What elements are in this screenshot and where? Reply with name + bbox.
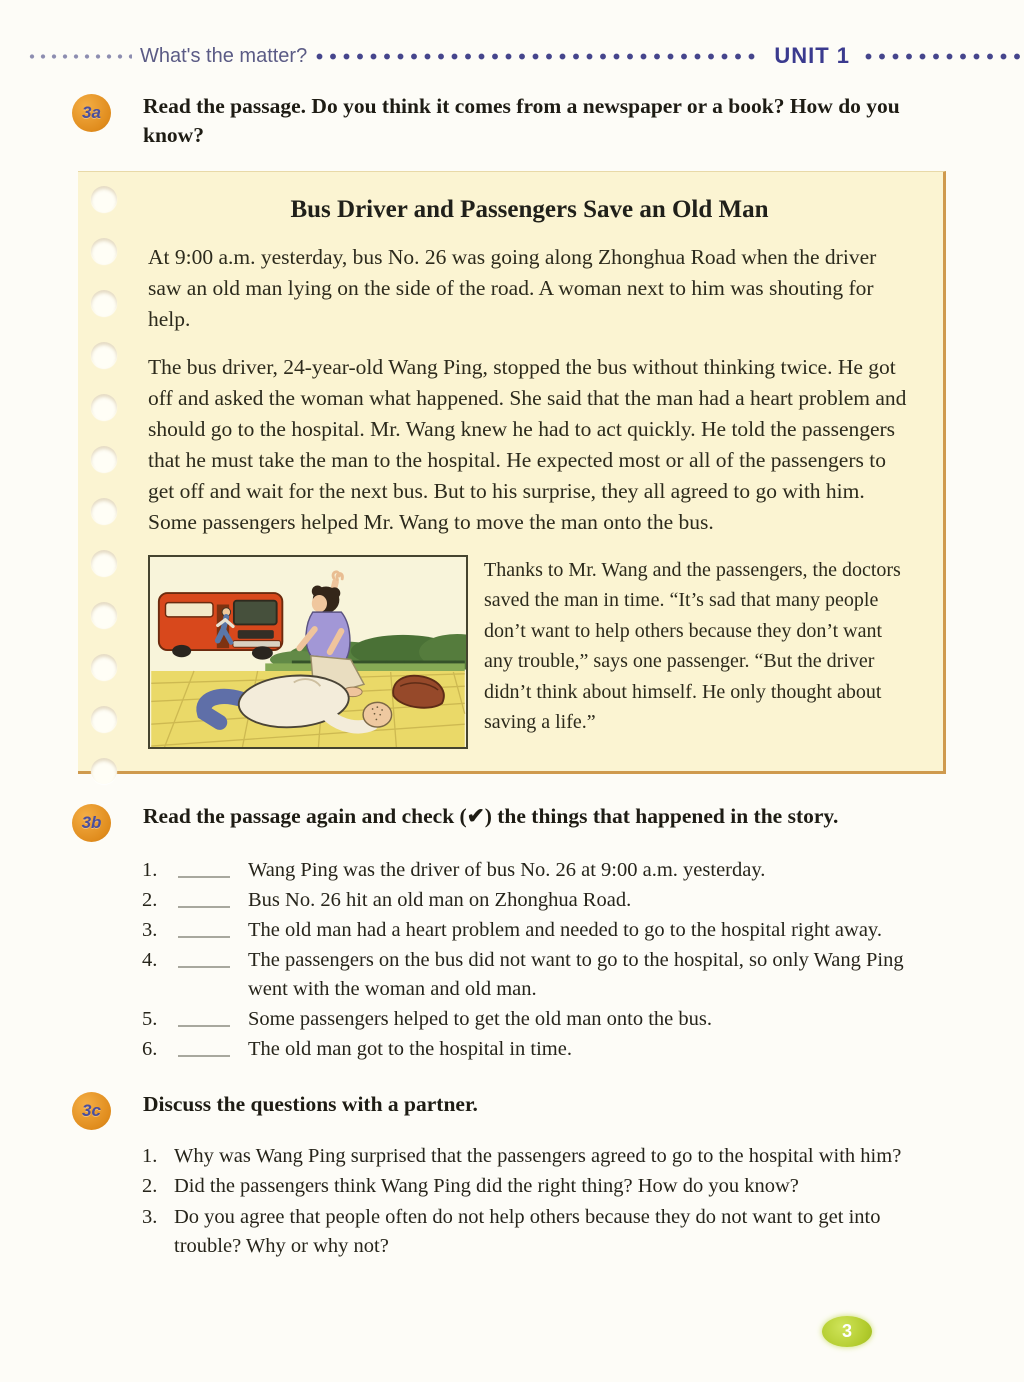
question-item	[142, 1172, 1024, 1202]
item-text: The old man got to the hospital in time.	[248, 1037, 572, 1060]
answer-blank	[178, 916, 230, 938]
unit-label: UNIT 1	[774, 43, 850, 68]
header-dots-left	[28, 52, 132, 61]
passage-paragraph-2: The bus driver, 24-year-old Wang Ping, stopped the bus without thinking twice. He got off and asked the woman what happened. She said that the man had a heart problem and should go to the hospital. Mr. Wang knew he had to act quickly. He told the passengers that he must take the man to the hospital. He expected most or all of the passengers to get off and wait for the next bus. But to his surprise, they all agreed to go with him. Some passengers helped Mr. Wang to move the man onto the bus.	[148, 354, 907, 534]
section-3c-instruction: Discuss the questions with a partner.	[143, 1091, 478, 1116]
checklist-item	[142, 886, 1024, 915]
item-number: 4.	[142, 948, 158, 971]
section-3c	[72, 1090, 964, 1130]
binder-hole	[91, 446, 117, 472]
question-item	[142, 1142, 1024, 1172]
question-number: 1.	[142, 1144, 158, 1167]
binder-hole	[91, 706, 117, 732]
item-text: Wang Ping was the driver of bus No. 26 at 9:00 a.m. yesterday.	[248, 858, 766, 881]
item-text: The old man had a heart problem and needed to go to the hospital right away.	[248, 918, 882, 941]
binder-hole	[91, 758, 117, 784]
item-text: Bus No. 26 hit an old man on Zhonghua Road.	[248, 888, 632, 911]
item-number: 1.	[142, 858, 158, 881]
binder-hole	[91, 550, 117, 576]
item-number: 3.	[142, 918, 158, 941]
discussion-questions	[142, 1142, 1024, 1262]
item-text: Some passengers helped to get the old man onto the bus.	[248, 1007, 713, 1030]
question-text: Did the passengers think Wang Ping did the right thing? How do you know?	[174, 1175, 799, 1198]
passage-paragraph-3: Thanks to Mr. Wang and the passengers, the doctors saved the man in time. “It’s sad that many people don’t want to help others because they don’t want any trouble,” says one passenger. “But the driver didn’t think about himself. He only thought about saving a life.”	[484, 558, 901, 734]
binder-hole	[91, 342, 117, 368]
binder-hole	[91, 394, 117, 420]
question-text: Why was Wang Ping surprised that the passengers agreed to go to the hospital with him?	[174, 1144, 902, 1167]
binder-hole	[91, 654, 117, 680]
section-3b-instruction: Read the passage again and check (✔) the things that happened in the story.	[143, 803, 839, 828]
answer-blank	[178, 886, 230, 908]
section-3a-instruction: Read the passage. Do you think it comes from a newspaper or a book? How do you know?	[143, 94, 900, 148]
checklist-item	[142, 946, 1024, 1004]
passage-title: Bus Driver and Passengers Save an Old Man	[290, 195, 769, 223]
answer-blank	[178, 946, 230, 968]
passage-paragraph-1: At 9:00 a.m. yesterday, bus No. 26 was going along Zhonghua Road when the driver saw an old man lying on the side of the road. A woman next to him was shouting for help.	[148, 244, 877, 331]
item-number: 2.	[142, 888, 158, 911]
checklist-item	[142, 856, 1024, 885]
answer-blank	[178, 856, 230, 878]
passage-figure-row	[148, 555, 911, 749]
binder-hole	[91, 238, 117, 264]
binder-hole	[91, 602, 117, 628]
page-header-title: What's the matter?	[140, 44, 308, 67]
page-header	[0, 0, 1024, 70]
section-3b-badge: 3b	[72, 804, 111, 842]
bus-rescue-illustration	[148, 555, 468, 749]
binder-hole	[91, 186, 117, 212]
page-number-badge: 3	[822, 1316, 872, 1347]
section-3a	[72, 92, 964, 151]
binder-hole	[91, 498, 117, 524]
item-number: 6.	[142, 1037, 158, 1060]
item-text: The passengers on the bus did not want to go to the hospital, so only Wang Ping went with the woman and old man.	[248, 948, 904, 1000]
header-dots-right	[864, 52, 1024, 61]
question-number: 3.	[142, 1205, 158, 1228]
checklist-item	[142, 1035, 1024, 1064]
checklist	[142, 856, 1024, 1064]
bus-rescue-scene-svg	[150, 557, 466, 747]
question-text: Do you agree that people often do not help others because they do not want to get into trouble? Why or why not?	[174, 1205, 881, 1258]
reading-passage-card	[78, 171, 946, 774]
header-dots-middle	[315, 52, 760, 61]
answer-blank	[178, 1005, 230, 1027]
binder-hole	[91, 290, 117, 316]
checklist-item	[142, 916, 1024, 945]
question-item	[142, 1203, 1024, 1262]
section-3a-badge: 3a	[72, 94, 111, 132]
checklist-item	[142, 1005, 1024, 1034]
item-number: 5.	[142, 1007, 158, 1030]
section-3b	[72, 802, 964, 842]
section-3c-badge: 3c	[72, 1092, 111, 1130]
question-number: 2.	[142, 1175, 158, 1198]
answer-blank	[178, 1035, 230, 1057]
